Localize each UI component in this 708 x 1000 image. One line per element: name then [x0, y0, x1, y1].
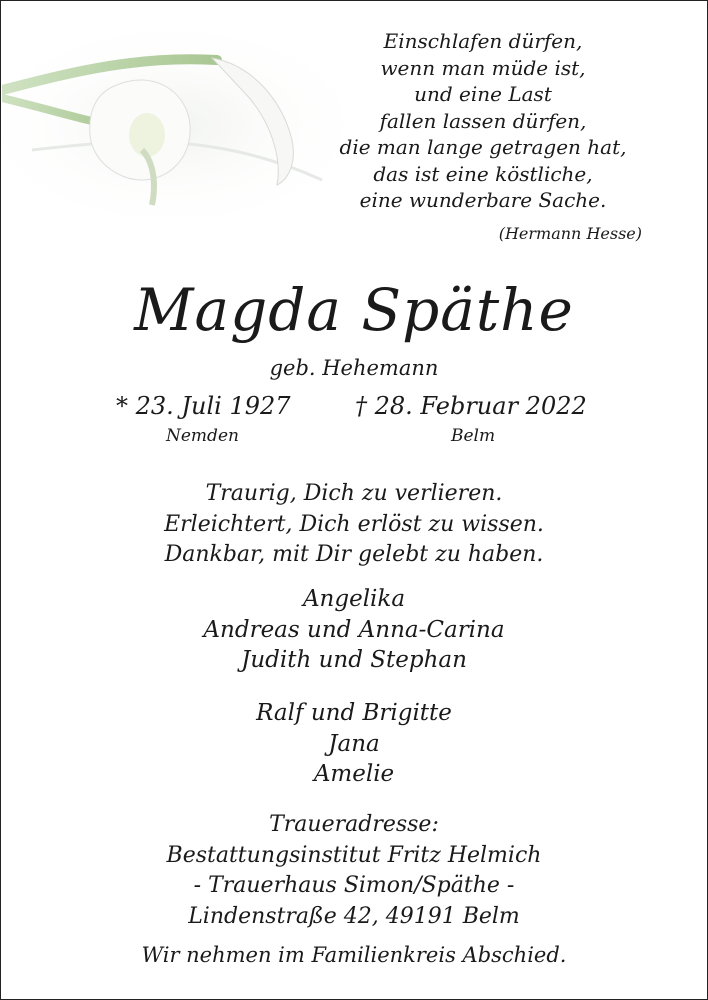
- maiden-name: geb. Hehemann: [269, 356, 439, 380]
- farewell-note: Wir nehmen im Familienkreis Abschied.: [141, 943, 567, 967]
- family-group-2: [0, 698, 708, 790]
- family-group-1: [0, 584, 708, 676]
- death-place: Belm: [451, 426, 496, 446]
- birth-date: * 23. Juli 1927: [116, 392, 291, 420]
- poem-line: fallen lassen dürfen,: [379, 108, 587, 133]
- poem-line: die man lange getragen hat,: [339, 135, 627, 159]
- poem-line: wenn man müde ist,: [380, 55, 586, 80]
- family-member: Jana: [328, 730, 380, 757]
- family-member: Angelika: [302, 586, 406, 612]
- deceased-name: Magda Späthe: [134, 276, 574, 344]
- poem-line: Einschlafen dürfen,: [383, 29, 583, 53]
- poem: [318, 28, 648, 214]
- poem-author: (Hermann Hesse): [498, 224, 642, 243]
- tribute-line: Dankbar, mit Dir gelebt zu haben.: [164, 542, 544, 567]
- family-member: Judith und Stephan: [241, 647, 467, 673]
- address-line: Traueradresse:: [269, 812, 439, 837]
- poem-line: das ist eine köstliche,: [373, 161, 593, 186]
- poem-line: und eine Last: [414, 82, 552, 106]
- address-line: Lindenstraße 42, 49191 Belm: [188, 903, 520, 929]
- tribute-line: Erleichtert, Dich erlöst zu wissen.: [164, 511, 544, 537]
- birth-place: Nemden: [166, 426, 239, 446]
- tribute-text: [0, 479, 708, 571]
- death-date: † 28. Februar 2022: [355, 392, 587, 420]
- tribute-line: Traurig, Dich zu verlieren.: [205, 481, 503, 506]
- family-member: Amelie: [313, 761, 395, 787]
- address-line: Bestattungsinstitut Fritz Helmich: [166, 842, 542, 868]
- poem-line: eine wunderbare Sache.: [359, 188, 607, 212]
- calla-lily-image: [2, 30, 347, 220]
- family-member: Ralf und Brigitte: [256, 700, 452, 726]
- family-member: Andreas und Anna-Carina: [203, 616, 505, 643]
- mourning-address: [0, 810, 708, 932]
- address-line: - Trauerhaus Simon/Späthe -: [193, 873, 515, 898]
